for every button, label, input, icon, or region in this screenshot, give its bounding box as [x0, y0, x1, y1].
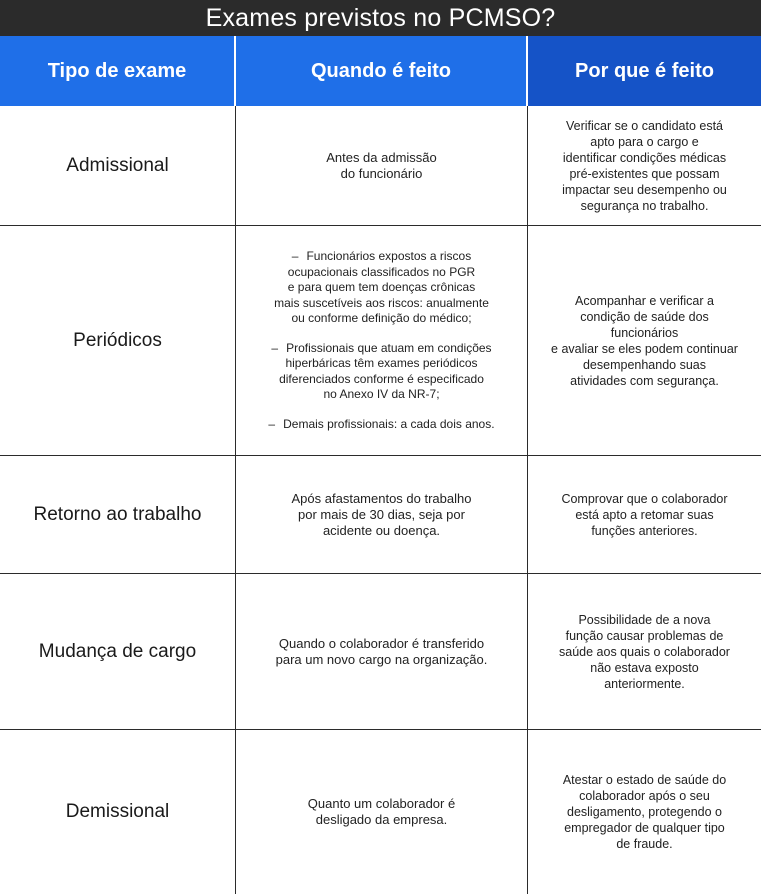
- table-row-mudanca-quando: Quando o colaborador é transferido para um novo cargo na organização.: [236, 574, 528, 730]
- header-por-que-e-feito: Por que é feito: [528, 36, 761, 106]
- table-row-demissional-quando: Quanto um colaborador é desligado da empresa.: [236, 730, 528, 894]
- table-row-demissional-porque: Atestar o estado de saúde do colaborador após o seu desligamento, protegendo o empregador de qualquer tipo de fraude.: [562, 773, 727, 851]
- table-row-admissional-porque: Verificar se o candidato está apto para o cargo e identificar condições médicas pré-existentes que possam impactar seu desempenho ou segurança no trabalho.: [528, 106, 761, 226]
- list-item: – Funcionários expostos a riscos ocupacionais classificados no PGR e para quem tem doenças crônicas mais suscetíveis aos riscos: anualmente ou conforme definição do médico;: [274, 249, 489, 325]
- table-row-periodicos-porque: Acompanhar e verificar a condição de saúde dos funcionários e avaliar se eles podem continuar desempenhando suas atividades com segurança.: [528, 226, 761, 456]
- table-row-mudanca-porque: Possibilidade de a nova função causar problemas de saúde aos quais o colaborador não estava exposto anteriormente.: [528, 574, 761, 730]
- table-row-retorno-quando: Após afastamentos do trabalho por mais de 30 dias, seja por acidente ou doença.: [236, 456, 528, 574]
- table-row-demissional-tipo: Demissional: [0, 730, 236, 894]
- table-row-periodicos-quando: [236, 226, 528, 456]
- periodicos-list: [268, 249, 494, 432]
- header-tipo-de-exame: Tipo de exame: [0, 36, 236, 106]
- table-row-mudanca-tipo: Mudança de cargo: [0, 574, 236, 730]
- page-title: Exames previstos no PCMSO?: [0, 0, 761, 36]
- table-row-periodicos-tipo: Periódicos: [0, 226, 236, 456]
- header-quando-e-feito: Quando é feito: [236, 36, 528, 106]
- table-row-admissional-quando: Antes da admissão do funcionário: [236, 106, 528, 226]
- table-row-retorno-porque: Comprovar que o colaborador está apto a retomar suas funções anteriores.: [528, 456, 761, 574]
- table-row-retorno-tipo: Retorno ao trabalho: [0, 456, 236, 574]
- table-row-admissional-tipo: Admissional: [0, 106, 236, 226]
- exam-table: [0, 36, 761, 894]
- list-item: – Profissionais que atuam em condições hiperbáricas têm exames periódicos diferenciados conforme é especificado no Anexo IV da NR-7;: [271, 340, 492, 401]
- list-item: – Demais profissionais: a cada dois anos.: [268, 416, 495, 431]
